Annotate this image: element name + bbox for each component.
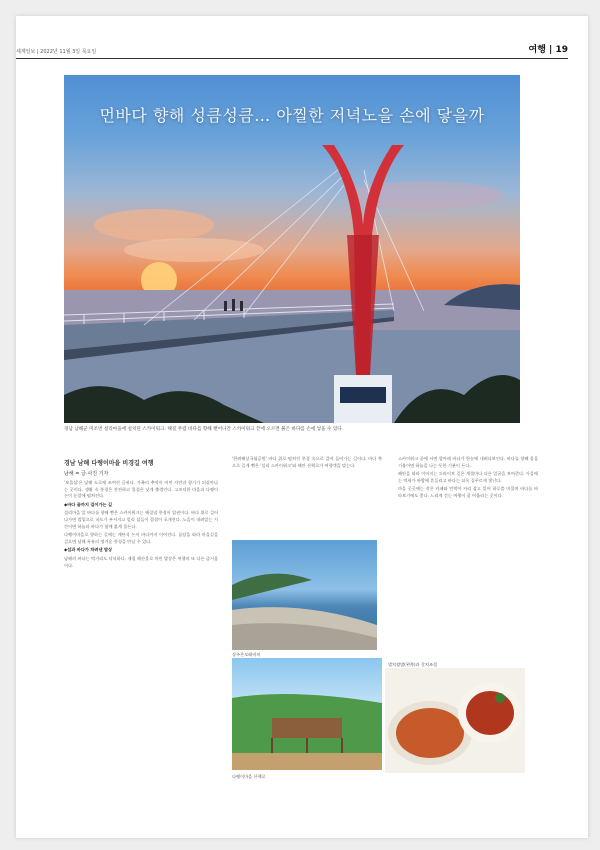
- hero-photo: [64, 75, 520, 423]
- section-label: 여행 | 19: [528, 45, 568, 55]
- garden-photo: [232, 658, 382, 770]
- article-kicker: 경남 남해 다랭이마을 비경길 여행: [64, 460, 154, 467]
- hero-caption: 경남 남해군 미조면 설리마을에 설치된 스카이워크. 해질 무렵 바다를 향해 뻗어나간 스카이워크 끝에 오르면 붉은 바다를 손에 넣을 수 있다.: [64, 427, 344, 432]
- paragraph: 남해의 바다는 먹거리도 넉넉하다. 제철 해산물로 차린 밥상은 여행의 또 다른 즐거움이다.: [64, 555, 218, 568]
- paragraph: 마을 곳곳에는 작은 카페와 민박이 자리 잡고 있어 하루쯤 머물며 바다를 바라보기에도 좋다. 느리게 걷는 여행이 잘 어울리는 곳이다.: [398, 486, 538, 498]
- paragraph: 스카이워크 끝에 서면 발아래 바다가 한눈에 내려다보인다. 바다를 향해 몸을 기울이면 하늘을 나는 듯한 기분이 든다.: [398, 456, 538, 468]
- food-caption: 멸치쌈밥(왼쪽)과 갈치조림: [388, 662, 438, 667]
- hero-illustration: [64, 75, 520, 423]
- garden-caption: 다랭이마을 산책로: [232, 774, 266, 779]
- food-photo: [385, 668, 525, 773]
- headline: 먼바다 향해 성큼성큼… 아찔한 저녁노을 손에 닿을까: [99, 106, 485, 125]
- article-byline: 남해 = 글·사진 기자: [64, 471, 109, 477]
- article-column-1: [64, 480, 218, 780]
- article-column-2: [232, 456, 382, 520]
- beach-caption: 상주은모래비치: [232, 652, 261, 657]
- paragraph: 다랭이마을로 향하는 길에는 계단식 논이 바다까지 이어진다. 돌담을 따라 마을길을 걸으면 남해 특유의 정겨운 풍경을 만날 수 있다.: [64, 532, 218, 544]
- subheading: ◆섬과 바다가 차려낸 밥상: [64, 547, 113, 553]
- masthead: [16, 42, 568, 58]
- paper-date: 세계일보 | 2022년 11월 3일 목요일: [16, 49, 97, 55]
- header-rule: [16, 58, 568, 59]
- beach-photo: [232, 540, 377, 650]
- paragraph: '보물섬'은 남해 도로에 쓰여진 글귀다. 가족의 추억이 어린 자연과 향기가 되살아나는 곳이다. 생활 속 풍경은 잔잔하고 물결은 낮게 출렁인다. 고즈넉한 마을과 다랭이논이 눈앞에 펼쳐진다.: [64, 480, 218, 499]
- subheading: ◆바다 끝까지 걸어가는 길: [64, 501, 113, 507]
- paragraph: '한려해상국립공원' 바다 위로 펼쳐진 풍경 속으로 걸어 들어가는 길이다. 바다 쪽으로 길게 뻗은 '설리 스카이워크'와 해안 산책로가 여행객을 맞는다.: [232, 456, 382, 468]
- paragraph: 해안을 따라 이어지는 드라이브 길은 계절마다 다른 얼굴을 보여준다. 가을에는 억새가 바람에 흔들리고 바다는 더욱 짙푸르게 빛난다.: [398, 471, 538, 483]
- paragraph: 설리마을 앞 바다를 향해 뻗은 스카이워크는 해질녘 풍경이 압권이다. 바다 위로 걸어 나가면 발밑으로 파도가 부서지고 멀리 섬들이 겹겹이 포개진다. 노을이 내려앉는 시간이면 하늘과 바다가 함께 붉게 물든다.: [64, 510, 218, 529]
